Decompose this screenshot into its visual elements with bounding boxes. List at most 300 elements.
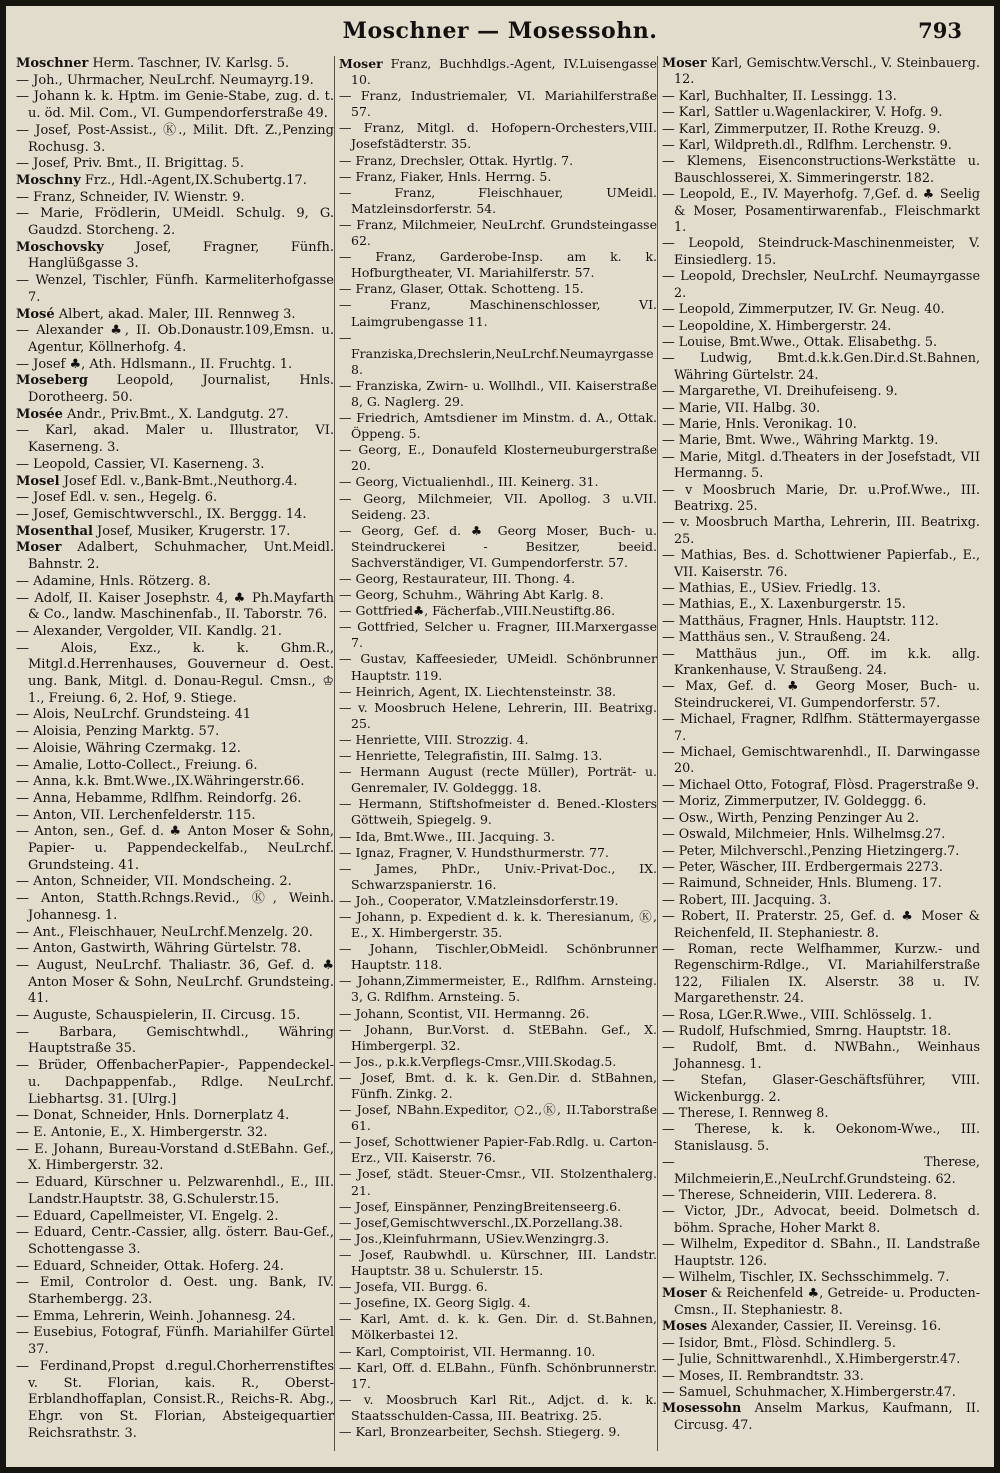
directory-entry	[662, 187, 980, 236]
entry-text: — Anton, Statth.Rchngs.Revid., Ⓚ, Weinh. Johannesg. 1.	[16, 891, 334, 923]
entry-text: — Josef, NBahn.Expeditor, ○2.,Ⓚ, II.Taborstraße 61.	[339, 1102, 657, 1134]
directory-entry	[662, 1401, 980, 1434]
entry-text: — Josef ♣, Ath. Hdlsmann., II. Fruchtg. 1.	[16, 356, 293, 372]
entry-text: — Josef Edl. v. sen., Hegelg. 6.	[16, 490, 218, 506]
directory-entry	[662, 351, 980, 384]
entry-surname: Mosel	[16, 473, 60, 489]
directory-entry	[16, 574, 334, 591]
entry-text: — Karl, Wildpreth.dl., Rdlfhm. Lerchenstr. 9.	[662, 138, 952, 154]
directory-entry	[339, 619, 657, 651]
entry-text: — Johann k. k. Hptm. im Genie-Stabe, zug. d. t. u. öd. Mil. Com., VI. Gumpendorferstraße 49.	[16, 89, 334, 122]
directory-entry	[339, 1231, 657, 1247]
entry-text: — Josef, Bmt. d. k. k. Gen.Dir. d. StBahnen, Fünfh. Zinkg. 2.	[339, 1069, 657, 1101]
entry-text: — Franz, Garderobe-Insp. am k. k. Hofburgtheater, VI. Mariahilferstr. 57.	[339, 249, 657, 281]
directory-entry	[662, 1369, 980, 1385]
directory-entry	[662, 335, 980, 351]
page-number: 793	[918, 18, 962, 43]
entry-text: — Michael, Fragner, Rdlfhm. Stättermayergasse 7.	[662, 712, 980, 744]
entry-text: — Friedrich, Amtsdiener im Minstm. d. A., Ottak. Öppeng. 5.	[339, 410, 657, 442]
directory-entry	[16, 156, 334, 173]
directory-entry	[662, 433, 980, 449]
running-head: Moschner — Mosessohn.	[342, 18, 658, 44]
entry-text: — Franz, Fleischhauer, UMeidl. Matzleinsdorferstr. 54.	[339, 184, 657, 216]
entry-surname: Mosenthal	[16, 523, 93, 539]
entry-text: — Johann, Bur.Vorst. d. StEBahn. Gef., X. Himbergerpl. 32.	[339, 1021, 657, 1053]
entry-text: — Isidor, Bmt., Flòsd. Schindlerg. 5.	[662, 1335, 896, 1351]
entry-text: — Therese, k. k. Oekonom-Wwe., III. Stanislausg. 5.	[662, 1122, 980, 1154]
entry-text: — E. Johann, Bureau-Vorstand d.StEBahn. Gef., X. Himbergerstr. 32.	[16, 1141, 334, 1174]
directory-entry	[662, 89, 980, 105]
directory-entry	[339, 169, 657, 185]
entry-text: — Marie, Bmt. Wwe., Währing Marktg. 19.	[662, 433, 939, 449]
entry-text: — Robert, II. Praterstr. 25, Gef. d. ♣ Moser & Reichenfeld, II. Stephaniestr. 8.	[662, 909, 980, 941]
entry-text: — Anna, k.k. Bmt.Wwe.,IX.Währingerstr.66.	[16, 774, 305, 790]
entry-text: — Alexander ♣, II. Ob.Donaustr.109,Emsn. u. Agentur, Köllnerhofg. 4.	[16, 323, 334, 355]
entry-text: Herm. Taschner, IV. Karlsg. 5.	[88, 56, 290, 71]
directory-entry	[662, 827, 980, 843]
entry-text: — Therese, Schneiderin, VIII. Lederera. 8.	[662, 1188, 937, 1204]
directory-entry	[16, 808, 334, 825]
directory-entry	[16, 273, 334, 306]
entry-text: — Mathias, Bes. d. Schottwiener Papierfab., E., VII. Kaiserstr. 76.	[662, 548, 980, 580]
entry-text: — Josef, Post-Assist., Ⓚ., Milit. Dft. Z.,Penzing Rochusg. 3.	[16, 122, 334, 155]
directory-entry	[16, 724, 334, 741]
directory-entry	[16, 407, 334, 424]
entry-text: — Matthäus jun., Off. im k.k. allg. Krankenhause, V. Straußeng. 24.	[662, 646, 980, 679]
entry-text: — Gottfried♣, Fächerfab.,VIII.Neustiftg.86.	[339, 603, 616, 619]
entry-text: — Peter, Milchverschl.,Penzing Hietzingerg.7.	[662, 843, 960, 859]
directory-entry	[662, 269, 980, 302]
entry-text: — Anton, Gastwirth, Währing Gürtelstr. 78.	[16, 941, 302, 957]
entry-text: — Alois, Exz., k. k. Ghm.R., Mitgl.d.Herrenhauses, Gouverneur d. Oest. ung. Bank, Mitgl. d. Donau-Regul. Cmsn., ♔ 1., Freiung. 6, 2. Hof, 9. Stiege.	[16, 640, 334, 706]
entry-text: — Ludwig, Bmt.d.k.k.Gen.Dir.d.St.Bahnen, Währing Gürtelstr. 24.	[662, 351, 980, 383]
directory-entry	[339, 491, 657, 523]
entry-text: — Robert, III. Jacquing. 3.	[662, 892, 832, 908]
entry-text: — Hermann, Stiftshofmeister d. Bened.-Klosters Göttweih, Spiegelg. 9.	[339, 796, 657, 828]
entry-surname: Moschovsky	[16, 239, 104, 255]
entry-text: Anselm Markus, Kaufmann, II. Circusg. 47.	[674, 1401, 980, 1433]
column-divider	[657, 56, 658, 1451]
entry-text: — Josef,Gemischtwverschl.,IX.Porzellang.38.	[339, 1214, 623, 1230]
directory-entry	[16, 1025, 334, 1058]
directory-entry	[339, 587, 657, 603]
entry-text: Andr., Priv.Bmt., X. Landgutg. 27.	[62, 406, 289, 422]
entry-text: — Aloisie, Währing Czermakg. 12.	[16, 740, 241, 756]
entry-text: — Michael, Gemischtwarenhdl., II. Darwingasse 20.	[662, 745, 980, 777]
directory-entry	[662, 1237, 980, 1270]
entry-text: — Josef, Priv. Bmt., II. Brigittag. 5.	[16, 156, 244, 172]
entry-text: — Julie, Schnittwarenhdl., X.Himbergerstr.47.	[662, 1352, 961, 1368]
directory-entry	[662, 1319, 980, 1335]
directory-entry	[16, 1058, 334, 1108]
entry-text: — Anton, sen., Gef. d. ♣ Anton Moser & Sohn, Papier- u. Pappendeckelfab., NeuLrchf. Grundsteing. 41.	[16, 824, 334, 873]
directory-entry	[662, 811, 980, 827]
entry-text: — Victor, JDr., Advocat, beeid. Dolmetsch d. böhm. Sprache, Hoher Markt 8.	[662, 1204, 980, 1236]
directory-entry	[16, 1225, 334, 1258]
directory-entry	[662, 893, 980, 909]
directory-entry	[339, 442, 657, 474]
directory-entry	[662, 236, 980, 269]
directory-entry	[16, 373, 334, 406]
directory-entry	[339, 909, 657, 941]
directory-entry	[662, 515, 980, 548]
directory-entry	[16, 457, 334, 474]
entry-text: — Anton, VII. Lerchenfelderstr. 115.	[16, 807, 256, 823]
entry-text: — Amalie, Lotto-Collect., Freiung. 6.	[16, 757, 258, 773]
entry-text: — Matthäus sen., V. Straußeng. 24.	[662, 630, 891, 646]
directory-entry	[662, 1155, 980, 1188]
entry-text: — Karl, Buchhalter, II. Lessingg. 13.	[662, 88, 897, 104]
directory-entry	[339, 796, 657, 828]
directory-entry	[662, 630, 980, 646]
directory-entry	[16, 206, 334, 239]
directory-entry	[662, 1040, 980, 1073]
entry-text: — Gustav, Kaffeesieder, UMeidl. Schönbrunner Hauptstr. 119.	[339, 651, 657, 683]
directory-entry	[339, 1022, 657, 1054]
entry-text: — Georg, Milchmeier, VII. Apollog. 3 u.VII. Seideng. 23.	[339, 490, 657, 522]
directory-entry	[662, 844, 980, 860]
page-header	[6, 18, 994, 48]
entry-text: — Franz, Drechsler, Ottak. Hyrtlg. 7.	[339, 152, 574, 168]
entry-surname: Moser	[662, 1286, 707, 1302]
entry-text: — Karl, Amt. d. k. k. Gen. Dir. d. St.Bahnen, Mölkerbastei 12.	[339, 1311, 657, 1343]
directory-entry	[16, 958, 334, 1008]
entry-text: — Rosa, LGer.R.Wwe., VIII. Schlösselg. 1.	[662, 1007, 933, 1023]
entry-text: — Max, Gef. d. ♣ Georg Moser, Buch- u. Steindruckerei, VI. Gumpendorferstr. 57.	[662, 679, 980, 711]
entry-text: — Marie, Hnls. Veronikag. 10.	[662, 416, 857, 432]
entry-text: Frz., Hdl.-Agent,IX.Schubertg.17.	[80, 172, 307, 188]
entry-text: — Therese, I. Rennweg 8.	[662, 1106, 829, 1121]
entry-text: — Eduard, Capellmeister, VI. Engelg. 2.	[16, 1208, 279, 1224]
directory-entry	[16, 56, 334, 73]
entry-text: — Anton, Schneider, VII. Mondscheing. 2.	[16, 874, 292, 890]
entry-text: — Stefan, Glaser-Geschäftsführer, VIII. Wickenburgg. 2.	[662, 1073, 980, 1105]
entry-text: — Eusebius, Fotograf, Fünfh. Mariahilfer Gürtel 37.	[16, 1325, 334, 1358]
directory-entry	[16, 824, 334, 874]
entry-text: — Auguste, Schauspielerin, II. Circusg. 15.	[16, 1008, 301, 1024]
directory-entry	[662, 401, 980, 417]
directory-entry	[339, 523, 657, 571]
entry-text: — Johann, p. Expedient d. k. k. Theresianum, Ⓚ, E., X. Himbergerstr. 35.	[339, 908, 657, 941]
directory-entry	[662, 302, 980, 318]
directory-entry	[339, 1134, 657, 1166]
entry-text: — Georg, Victualienhdl., III. Keinerg. 31.	[339, 474, 599, 490]
entry-surname: Mosessohn	[662, 1401, 742, 1417]
directory-entry	[16, 190, 334, 207]
directory-entry	[339, 1070, 657, 1102]
directory-entry	[339, 120, 657, 152]
entry-text: — Franz, Maschinenschlosser, VI. Laimgrubengasse 11.	[339, 297, 657, 329]
directory-entry	[662, 1336, 980, 1352]
directory-entry	[339, 474, 657, 490]
entry-text: — Mathias, E., X. Laxenburgerstr. 15.	[662, 597, 906, 613]
directory-entry	[339, 1166, 657, 1198]
directory-entry	[339, 764, 657, 796]
directory-entry	[662, 1073, 980, 1106]
entry-text: — Moriz, Zimmerputzer, IV. Goldeggg. 6.	[662, 794, 927, 810]
directory-entry	[662, 712, 980, 745]
directory-entry	[339, 185, 657, 217]
directory-entry	[662, 1270, 980, 1286]
entry-text: — Jos., p.k.k.Verpflegs-Cmsr.,VIII.Skodag.5.	[339, 1053, 617, 1069]
directory-entry	[339, 1215, 657, 1231]
directory-entry	[662, 745, 980, 778]
entry-text: Franz, Buchhdlgs.-Agent, IV.Luisengasse 10.	[351, 56, 657, 88]
entry-text: — Moses, II. Rembrandtstr. 33.	[662, 1368, 864, 1384]
directory-entry	[16, 123, 334, 156]
entry-text: — Leopold, Zimmerputzer, IV. Gr. Neug. 40.	[662, 302, 945, 318]
entry-text: — Therese, Milchmeierin,E.,NeuLrchf.Grundsteing. 62.	[662, 1155, 980, 1187]
directory-entry	[339, 732, 657, 748]
entry-text: — Osw., Wirth, Penzing Penzinger Au 2.	[662, 810, 920, 826]
entry-text: — Eduard, Kürschner u. Pelzwarenhdl., E., III. Landstr.Hauptstr. 38, G.Schulerstr.15.	[16, 1175, 334, 1207]
directory-entry	[662, 860, 980, 876]
directory-entry	[16, 1309, 334, 1326]
entry-text: — v Moosbruch Marie, Dr. u.Prof.Wwe., III. Beatrixg. 25.	[662, 482, 980, 514]
entry-text: — Marie, Frödlerin, UMeidl. Schulg. 9, G. Gaudzd. Storcheng. 2.	[16, 206, 334, 239]
entry-text: — Johann,Zimmermeister, E., Rdlfhm. Arnsteing. 3, G. Rdlfhm. Arnsteing. 5.	[339, 973, 657, 1005]
entry-text: — Roman, recte Welfhammer, Kurzw.- und Regenschirm-Rdlge., VI. Mariahilferstraße 122, Filialen IX. Alserstr. 38 u. IV. Margarethenstr. 24.	[662, 941, 980, 1007]
directory-entry	[662, 319, 980, 335]
directory-entry	[339, 1424, 657, 1440]
directory-entry	[662, 1286, 980, 1319]
entry-text: — Ignaz, Fragner, V. Hundsthurmerstr. 77.	[339, 844, 609, 860]
entry-text: — Leopold, Cassier, VI. Kaserneng. 3.	[16, 456, 265, 472]
directory-entry	[339, 1279, 657, 1295]
entry-text: — Josefa, VII. Burgg. 6.	[339, 1279, 488, 1295]
entry-text: — Franz, Schneider, IV. Wienstr. 9.	[16, 189, 245, 205]
entry-text: Leopold, Journalist, Hnls. Dorotheerg. 50.	[28, 373, 334, 406]
entry-text: — Adamine, Hnls. Rötzerg. 8.	[16, 573, 211, 589]
entry-text: — Marie, Mitgl. d.Theaters in der Josefstadt, VII Hermanng. 5.	[662, 449, 980, 482]
directory-entry	[339, 1295, 657, 1311]
entry-text: & Reichenfeld ♣, Getreide- u. Producten-Cmsn., II. Stephaniestr. 8.	[674, 1286, 980, 1318]
directory-entry	[662, 1122, 980, 1155]
entry-text: — Henriette, VIII. Strozzig. 4.	[339, 731, 529, 747]
directory-entry	[662, 1385, 980, 1401]
directory-entry	[16, 707, 334, 724]
directory-entry	[16, 1142, 334, 1175]
directory-entry	[662, 647, 980, 680]
directory-entry	[339, 1311, 657, 1343]
directory-entry	[339, 281, 657, 297]
directory-entry	[339, 330, 657, 378]
directory-entry	[662, 1106, 980, 1122]
column-divider	[334, 56, 335, 1451]
entry-text: — Leopoldine, X. Himbergerstr. 24.	[662, 318, 892, 334]
entry-text: — Karl, Zimmerputzer, II. Rothe Kreuzg. 9.	[662, 121, 941, 137]
entry-text: — Emil, Controlor d. Oest. ung. Bank, IV. Starhembergg. 23.	[16, 1275, 334, 1308]
entry-text: — Josefine, IX. Georg Siglg. 4.	[339, 1295, 531, 1311]
directory-entry	[662, 450, 980, 483]
entry-text: Adalbert, Schuhmacher, Unt.Meidl. Bahnstr. 2.	[28, 540, 334, 573]
directory-entry	[16, 1125, 334, 1142]
entry-text: — Karl, akad. Maler u. Illustrator, VI. Kaserneng. 3.	[16, 423, 334, 456]
entry-text: — Peter, Wäscher, III. Erdbergermais 2273.	[662, 859, 943, 875]
directory-entry	[16, 1175, 334, 1208]
entry-text: — Franz, Glaser, Ottak. Schotteng. 15.	[339, 281, 584, 297]
directory-entry	[339, 893, 657, 909]
directory-entry	[339, 56, 657, 88]
entry-text: — Henriette, Telegrafistin, III. Salmg. 13.	[339, 748, 603, 764]
entry-text: Albert, akad. Maler, III. Rennweg 3.	[54, 306, 296, 322]
directory-entry	[339, 1392, 657, 1424]
directory-entry	[16, 1209, 334, 1226]
directory-entry	[662, 597, 980, 613]
directory-entry	[16, 423, 334, 456]
directory-entry	[339, 941, 657, 973]
directory-entry	[16, 874, 334, 891]
entry-text: — Franz, Fiaker, Hnls. Herrng. 5.	[339, 168, 552, 184]
directory-entry	[16, 591, 334, 624]
entry-text: — Leopold, E., IV. Mayerhofg. 7,Gef. d. ♣ Seelig & Moser, Posamentirwarenfab., Fleischmarkt 1.	[662, 187, 980, 236]
directory-page	[6, 6, 994, 1467]
directory-entry	[662, 679, 980, 712]
entry-text: — James, PhDr., Univ.-Privat-Doc., IX. Schwarzspanierstr. 16.	[339, 860, 657, 892]
entry-text: — Wenzel, Tischler, Fünfh. Karmeliterhofgasse 7.	[16, 273, 334, 305]
directory-entry	[662, 1352, 980, 1368]
directory-entry	[16, 173, 334, 190]
entry-text: — Michael Otto, Fotograf, Flòsd. Pragerstraße 9.	[662, 777, 980, 793]
directory-entry	[16, 941, 334, 958]
entry-text: — Donat, Schneider, Hnls. Dornerplatz 4.	[16, 1108, 290, 1124]
entry-surname: Moseberg	[16, 373, 88, 389]
entry-text: — Georg, Restaurateur, III. Thong. 4.	[339, 571, 576, 586]
entry-text: — Klemens, Eisenconstructions-Werkstätte u. Bauschlosserei, X. Simmeringerstr. 182.	[662, 154, 980, 186]
entry-text: Alexander, Cassier, II. Vereinsg. 16.	[707, 1319, 942, 1335]
entry-text: — Karl, Off. d. ELBahn., Fünfh. Schönbrunnerstr. 17.	[339, 1359, 657, 1391]
directory-entry	[16, 1325, 334, 1358]
entry-text: — Gottfried, Selcher u. Fragner, III.Marxergasse 7.	[339, 619, 657, 651]
entry-text: Josef, Fragner, Fünfh. Hanglüßgasse 3.	[28, 239, 334, 272]
directory-entry	[339, 410, 657, 442]
directory-entry	[16, 741, 334, 758]
directory-entry	[662, 1188, 980, 1204]
directory-entry	[339, 845, 657, 861]
column-1	[16, 56, 334, 1456]
entry-text: — Jos.,Kleinfuhrmann, USiev.Wenzingrg.3.	[339, 1230, 610, 1246]
entry-surname: Moser	[339, 56, 383, 71]
entry-text: — Leopold, Drechsler, NeuLrchf. Neumayrgasse 2.	[662, 269, 980, 301]
directory-entry	[662, 581, 980, 597]
directory-entry	[16, 1008, 334, 1025]
entry-text: — Franz, Mitgl. d. Hofopern-Orchesters,VIII. Josefstädterstr. 35.	[339, 120, 657, 152]
directory-entry	[16, 240, 334, 273]
directory-entry	[339, 1247, 657, 1279]
directory-entry	[339, 297, 657, 329]
entry-text: — Heinrich, Agent, IX. Liechtensteinstr. 38.	[339, 683, 616, 699]
directory-entry	[662, 1204, 980, 1237]
entry-text: — Barbara, Gemischtwhdl., Währing Hauptstraße 35.	[16, 1024, 334, 1057]
directory-entry	[662, 56, 980, 89]
entry-text: — Eduard, Centr.-Cassier, allg. österr. Bau-Gef., Schottengasse 3.	[16, 1225, 334, 1257]
directory-entry	[16, 925, 334, 942]
entry-text: — Rudolf, Bmt. d. NWBahn., Weinhaus Johannesg. 1.	[662, 1040, 980, 1072]
column-2	[339, 56, 657, 1456]
directory-entry	[339, 217, 657, 249]
entry-text: — Adolf, II. Kaiser Josephstr. 4, ♣ Ph.Mayfarth & Co., landw. Maschinenfab., II. Taborstr. 76.	[16, 590, 334, 623]
entry-text: — Franz, Industriemaler, VI. Mariahilferstraße 57.	[339, 88, 657, 120]
entry-text: — Louise, Bmt.Wwe., Ottak. Elisabethg. 5.	[662, 334, 938, 350]
entry-text: — Aloisia, Penzing Marktg. 57.	[16, 724, 220, 740]
entry-text: — Mathias, E., USiev. Friedlg. 13.	[662, 581, 881, 596]
directory-entry	[662, 483, 980, 516]
directory-entry	[662, 794, 980, 810]
directory-entry	[662, 138, 980, 154]
directory-entry	[662, 1008, 980, 1024]
directory-entry	[339, 378, 657, 410]
entry-text: — Rudolf, Hufschmied, Smrng. Hauptstr. 18.	[662, 1023, 952, 1039]
directory-entry	[662, 909, 980, 942]
directory-entry	[16, 474, 334, 491]
directory-entry	[16, 357, 334, 374]
entry-text: — Oswald, Milchmeier, Hnls. Wilhelmsg.27.	[662, 827, 946, 843]
directory-entry	[662, 417, 980, 433]
directory-entry	[16, 891, 334, 924]
directory-entry	[662, 614, 980, 630]
entry-text: — v. Moosbruch Helene, Lehrerin, III. Beatrixg. 25.	[339, 699, 657, 731]
entry-text: — Samuel, Schuhmacher, X.Himbergerstr.47.	[662, 1384, 956, 1400]
entry-text: — Joh., Uhrmacher, NeuLrchf. Neumayrg.19.	[16, 72, 314, 88]
entry-text: — Karl, Comptoirist, VII. Hermanng. 10.	[339, 1343, 596, 1359]
directory-entry	[662, 876, 980, 892]
directory-entry	[339, 861, 657, 893]
directory-entry	[662, 122, 980, 138]
directory-entry	[339, 603, 657, 619]
entry-text: — Eduard, Schneider, Ottak. Hoferg. 24.	[16, 1258, 284, 1274]
entry-text: — Karl, Bronzearbeiter, Sechsh. Stiegerg. 9.	[339, 1423, 621, 1439]
entry-text: — Hermann August (recte Müller), Porträt- u. Genremaler, IV. Goldeggg. 18.	[339, 764, 657, 796]
entry-text: — Wilhelm, Tischler, IX. Sechsschimmelg. 7.	[662, 1270, 950, 1286]
directory-entry	[16, 73, 334, 90]
directory-entry	[16, 791, 334, 808]
directory-entry	[662, 1024, 980, 1040]
entry-surname: Mosée	[16, 406, 63, 422]
directory-entry	[339, 700, 657, 732]
entry-text: — Matthäus, Fragner, Hnls. Hauptstr. 112.	[662, 613, 939, 629]
entry-surname: Moschner	[16, 56, 89, 71]
directory-entry	[339, 88, 657, 120]
directory-entry	[16, 540, 334, 573]
entry-text: — Raimund, Schneider, Hnls. Blumeng. 17.	[662, 876, 942, 892]
entry-text: — Josef, Raubwhdl. u. Kürschner, III. Landstr. Hauptstr. 38 u. Schulerstr. 15.	[339, 1246, 657, 1279]
directory-entry	[339, 829, 657, 845]
directory-entry	[339, 748, 657, 764]
directory-entry	[16, 758, 334, 775]
entry-surname: Moses	[662, 1319, 708, 1335]
directory-entry	[16, 1275, 334, 1308]
directory-entry	[16, 89, 334, 122]
entry-text: — Wilhelm, Expeditor d. SBahn., II. Landstraße Hauptstr. 126.	[662, 1237, 980, 1269]
entry-text: — Georg, Schuhm., Währing Abt Karlg. 8.	[339, 587, 604, 603]
entry-surname: Mosé	[16, 306, 55, 322]
entry-text: — E. Antonie, E., X. Himbergerstr. 32.	[16, 1125, 268, 1140]
directory-entry	[16, 624, 334, 641]
directory-entry	[16, 490, 334, 507]
entry-text: — Franziska, Zwirn- u. Wollhdl., VII. Kaiserstraße 8, G. Naglerg. 29.	[339, 377, 657, 409]
entry-text: — August, NeuLrchf. Thaliastr. 36, Gef. d. ♣ Anton Moser & Sohn, NeuLrchf. Grundsteing. 41.	[16, 957, 334, 1007]
entry-text: — Georg, E., Donaufeld Klosterneuburgerstraße 20.	[339, 442, 657, 474]
entry-text: — Johann, Tischler,ObMeidl. Schönbrunner Hauptstr. 118.	[339, 941, 657, 973]
directory-entry	[339, 651, 657, 683]
directory-entry	[662, 384, 980, 400]
entry-text: — Karl, Sattler u.Wagenlackirer, V. Hofg. 9.	[662, 105, 943, 121]
entry-text: — Georg, Gef. d. ♣ Georg Moser, Buch- u. Steindruckerei - Besitzer, beeid. Sachverständiger, VI. Gumpendorferstr. 57.	[339, 522, 657, 570]
entry-text: — Leopold, Steindruck-Maschinenmeister, V. Einsiedlerg. 15.	[662, 236, 980, 268]
directory-entry	[16, 1259, 334, 1276]
entry-text: — Josef, Gemischtwverschl., IX. Berggg. 14.	[16, 506, 307, 522]
entry-text: — v. Moosbruch Martha, Lehrerin, III. Beatrixg. 25.	[662, 515, 980, 547]
